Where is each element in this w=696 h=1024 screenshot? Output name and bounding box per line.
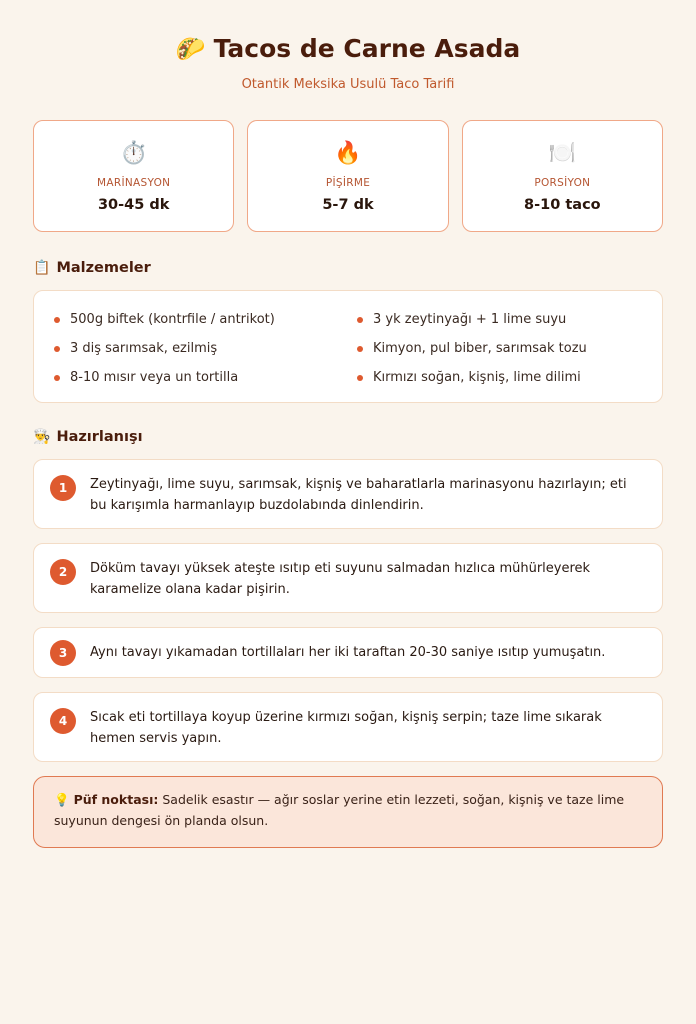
- step-number-badge: 2: [50, 559, 76, 585]
- page-title: [0, 34, 696, 63]
- stat-label: MARİNASYON: [97, 177, 171, 189]
- step-text: Aynı tavayı yıkamadan tortillaları her iki taraftan 20-30 saniye ısıtıp yumuşatın.: [90, 645, 606, 660]
- recipe-header: [0, 0, 696, 92]
- list-item: [357, 334, 640, 363]
- tip-text: Sadelik esastır — ağır soslar yerine etin lezzeti, soğan, kişniş ve taze lime suyunun dengesi ön planda olsun.: [54, 792, 625, 828]
- list-item: [54, 363, 337, 392]
- step-number-badge: 3: [50, 640, 76, 666]
- taco-icon: 🌮: [175, 34, 206, 63]
- tip-label: Püf noktası:: [73, 792, 159, 807]
- ingredient-text: 3 diş sarımsak, ezilmiş: [70, 341, 218, 356]
- tip-box: [33, 776, 663, 848]
- stat-value: 5-7 dk: [322, 197, 374, 213]
- step-number-badge: 1: [50, 475, 76, 501]
- step-number-badge: 4: [50, 708, 76, 734]
- stopwatch-icon: ⏱️: [119, 141, 148, 166]
- chef-icon: 👨‍🍳: [33, 429, 51, 445]
- list-item: [54, 305, 337, 334]
- ingredients-list: [33, 290, 663, 403]
- bullet-dot: [357, 317, 363, 323]
- stat-card-cooking: [247, 120, 448, 232]
- step-text: Döküm tavayı yüksek ateşte ısıtıp eti suyunu salmadan hızlıca mühürleyerek karamelize olana kadar pişirin.: [90, 561, 591, 597]
- list-item: [357, 305, 640, 334]
- page-subtitle: Otantik Meksika Usulü Taco Tarifi: [241, 77, 455, 92]
- stat-value: 30-45 dk: [97, 197, 170, 213]
- step-text: Zeytinyağı, lime suyu, sarımsak, kişniş ve baharatlarla marinasyonu hazırlayın; eti bu karışımla harmanlayıp buzdolabında dinlendirin.: [90, 477, 627, 513]
- step-card: [33, 627, 663, 678]
- ingredient-text: 3 yk zeytinyağı + 1 lime suyu: [373, 312, 567, 327]
- step-card: [33, 459, 663, 529]
- stat-label: PİŞİRME: [325, 177, 371, 189]
- step-card: [33, 543, 663, 613]
- ingredient-text: Kimyon, pul biber, sarımsak tozu: [373, 341, 587, 356]
- stat-label: PORSİYON: [534, 177, 591, 189]
- steps-list: [0, 459, 696, 762]
- steps-heading: [0, 429, 696, 445]
- ingredient-text: Kırmızı soğan, kişniş, lime dilimi: [373, 370, 581, 385]
- plate-icon: 🍽️: [548, 141, 577, 166]
- ingredients-heading-text: Malzemeler: [56, 260, 151, 276]
- steps-heading-text: Hazırlanışı: [56, 429, 143, 445]
- bullet-dot: [357, 346, 363, 352]
- bullet-dot: [357, 375, 363, 381]
- ingredient-text: 500g biftek (kontrfile / antrikot): [70, 312, 275, 327]
- lightbulb-icon: 💡: [54, 792, 70, 807]
- stat-card-marination: [33, 120, 234, 232]
- list-item: [357, 363, 640, 392]
- ingredients-heading: [0, 260, 696, 276]
- list-item: [54, 334, 337, 363]
- bullet-dot: [54, 375, 60, 381]
- fire-icon: 🔥: [334, 141, 362, 166]
- step-card: [33, 692, 663, 762]
- bullet-dot: [54, 317, 60, 323]
- stats-row: [0, 120, 696, 232]
- stat-card-portion: [462, 120, 663, 232]
- title-text: Tacos de Carne Asada: [213, 34, 521, 63]
- clipboard-icon: 📋: [33, 260, 51, 276]
- step-text: Sıcak eti tortillaya koyup üzerine kırmızı soğan, kişniş serpin; taze lime sıkarak hemen servis yapın.: [90, 710, 602, 746]
- bullet-dot: [54, 346, 60, 352]
- ingredient-text: 8-10 mısır veya un tortilla: [70, 370, 239, 385]
- stat-value: 8-10 taco: [524, 197, 601, 213]
